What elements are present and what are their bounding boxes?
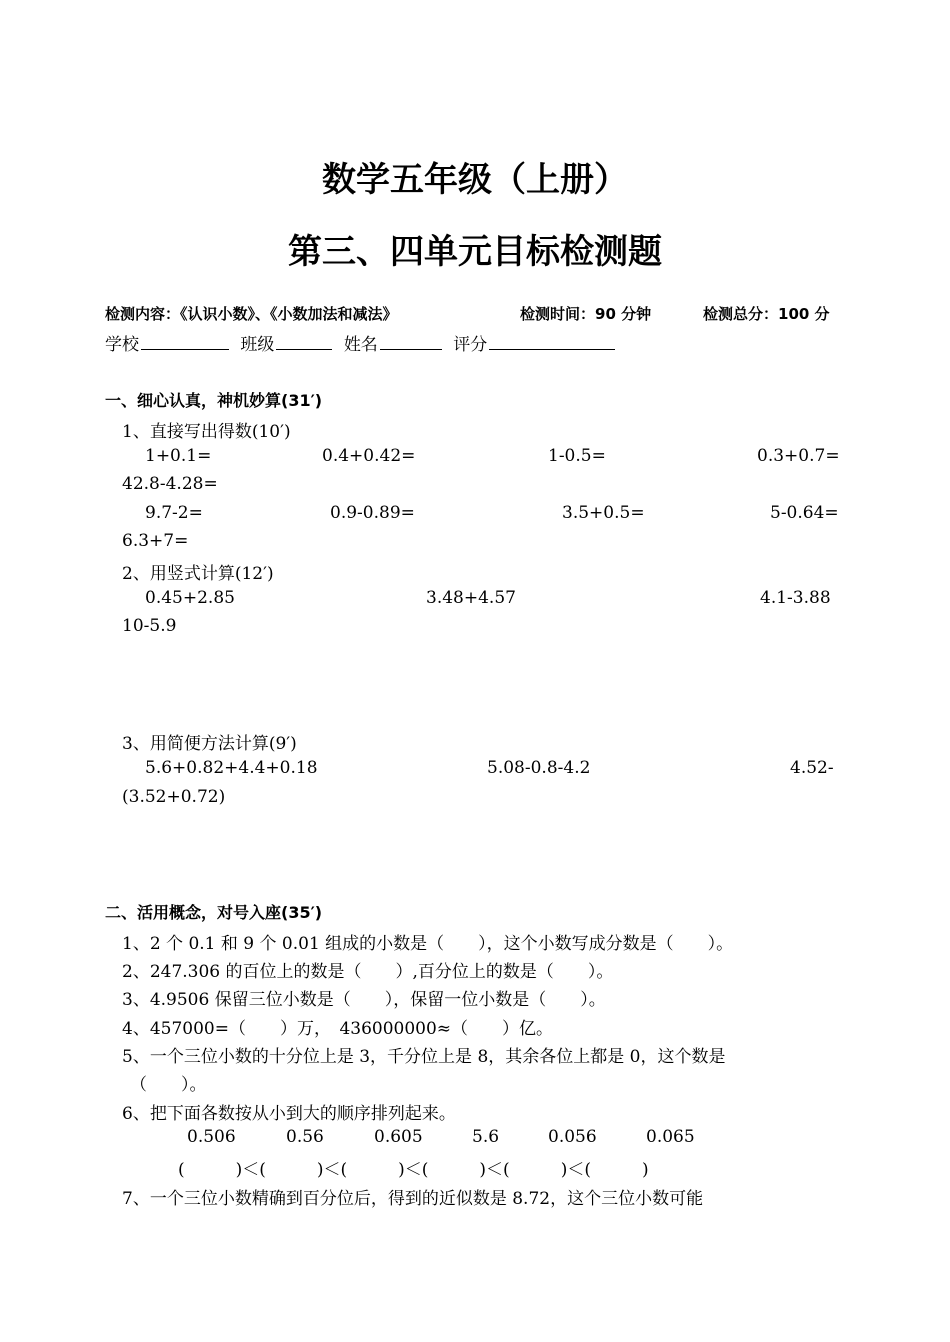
calc-item: 3.5+0.5=: [562, 503, 645, 523]
calc-item: 0.9-0.89=: [330, 503, 415, 523]
ordering-number: 0.056: [548, 1127, 597, 1147]
ordering-number: 0.065: [646, 1127, 695, 1147]
simplify-calc-item: 4.52-: [790, 758, 834, 778]
fill-question: 3、4.9506 保留三位小数是（ ），保留一位小数是（ ）。: [122, 990, 606, 1010]
calc-item: 6.3+7=: [122, 531, 189, 551]
ordering-question-label: 6、把下面各数按从小到大的顺序排列起来。: [122, 1104, 456, 1124]
fill-question: 5、一个三位小数的十分位上是 3，千分位上是 8，其余各位上都是 0，这个数是: [122, 1047, 726, 1067]
ordering-answer-blanks[interactable]: ( )＜( )＜( )＜( )＜( )＜( ): [178, 1160, 649, 1180]
name-blank[interactable]: [380, 332, 442, 350]
vertical-calc-item: 10-5.9: [122, 616, 177, 636]
score-label: 评分: [453, 335, 488, 355]
calc-item: 0.3+0.7=: [757, 446, 840, 466]
vertical-calc-item: 0.45+2.85: [145, 588, 235, 608]
test-total-score: 检测总分：100 分: [703, 305, 830, 323]
student-info-line: [105, 330, 621, 355]
score-blank[interactable]: [489, 332, 615, 350]
school-blank[interactable]: [141, 332, 229, 350]
fill-question: 7、一个三位小数精确到百分位后，得到的近似数是 8.72，这个三位小数可能: [122, 1189, 704, 1209]
calc-item: 1+0.1=: [145, 446, 212, 466]
test-time: 检测时间：90 分钟: [520, 305, 652, 323]
question-1-1-label: 1、直接写出得数(10′): [122, 422, 291, 442]
simplify-calc-item: 5.6+0.82+4.4+0.18: [145, 758, 318, 778]
fill-question: 2、247.306 的百位上的数是（ ）,百分位上的数是（ ）。: [122, 962, 614, 982]
ordering-number: 0.605: [374, 1127, 423, 1147]
calc-item: 9.7-2=: [145, 503, 203, 523]
fill-question: 1、2 个 0.1 和 9 个 0.01 组成的小数是（ ），这个小数写成分数是（ ）。: [122, 934, 734, 954]
name-label: 姓名: [343, 335, 378, 355]
question-1-3-label: 3、用简便方法计算(9′): [122, 734, 297, 754]
vertical-calc-item: 3.48+4.57: [426, 588, 516, 608]
page-subtitle: 第三、四单元目标检测题: [288, 232, 662, 272]
calc-item: 5-0.64=: [770, 503, 839, 523]
section-2-heading: 二、活用概念，对号入座(35′): [105, 903, 323, 922]
class-label: 班级: [240, 335, 275, 355]
calc-item: 0.4+0.42=: [322, 446, 416, 466]
school-label: 学校: [105, 335, 139, 355]
class-blank[interactable]: [276, 332, 332, 350]
fill-question: （ ）。: [130, 1075, 207, 1095]
simplify-calc-item: 5.08-0.8-4.2: [487, 758, 591, 778]
vertical-calc-item: 4.1-3.88: [760, 588, 831, 608]
test-content: 检测内容：《认识小数》、《小数加法和减法》: [105, 305, 398, 323]
ordering-number: 5.6: [472, 1127, 500, 1147]
fill-question: 4、457000=（ ）万， 436000000≈（ ）亿。: [122, 1019, 554, 1039]
ordering-number: 0.56: [286, 1127, 324, 1147]
page-title: 数学五年级（上册）: [322, 160, 628, 200]
section-1-heading: 一、细心认真，神机妙算(31′): [105, 391, 323, 410]
ordering-number: 0.506: [187, 1127, 236, 1147]
simplify-calc-item: (3.52+0.72): [122, 787, 226, 807]
calc-item: 1-0.5=: [548, 446, 606, 466]
calc-item: 42.8-4.28=: [122, 474, 218, 494]
question-1-2-label: 2、用竖式计算(12′): [122, 564, 274, 584]
